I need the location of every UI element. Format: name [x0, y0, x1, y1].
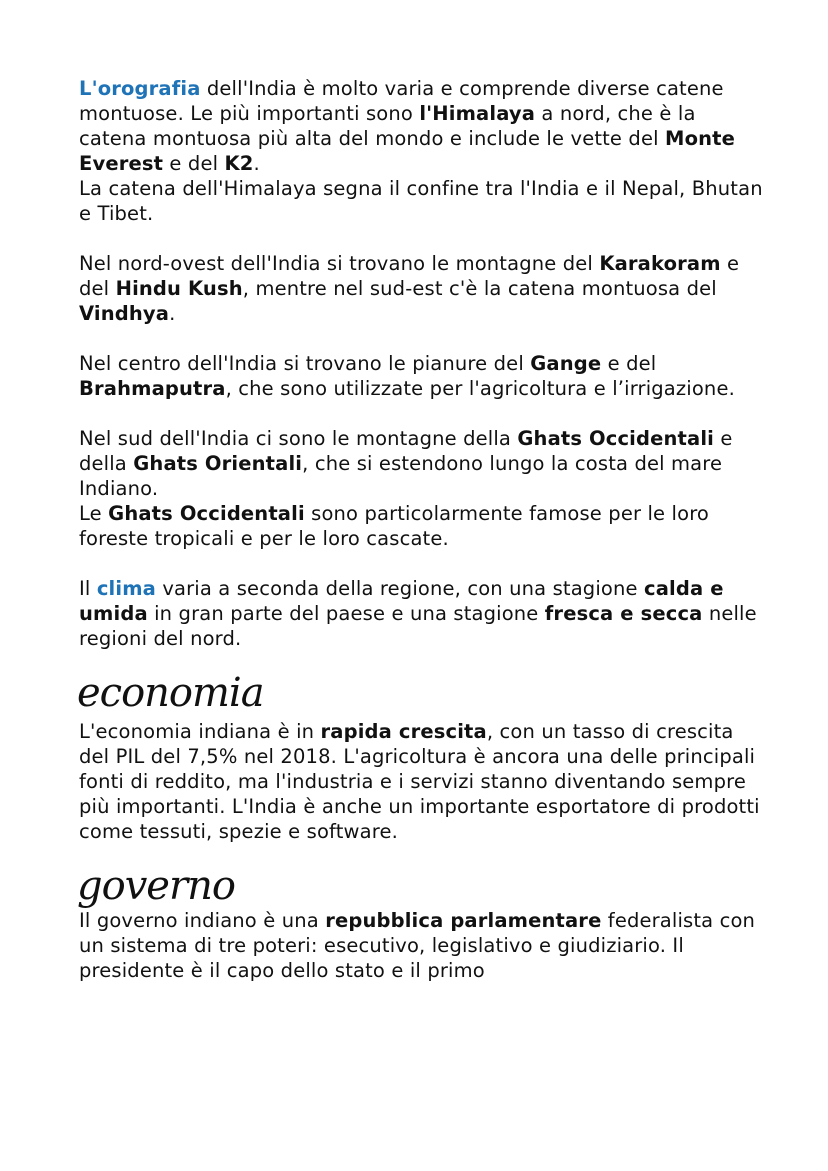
text-span: e del — [79, 252, 740, 300]
paragraph-sud — [79, 426, 769, 501]
text-span: e del — [601, 352, 657, 375]
text-span: Le — [79, 502, 109, 525]
text-span: , che si estendono lungo la costa del mare Indiano. — [79, 452, 723, 500]
keyword-clima: clima — [96, 577, 156, 600]
bold-hindu-kush: Hindu Kush — [115, 277, 243, 300]
text-span: a nord, che è la catena montuosa più alta del mondo e include le vette del — [79, 102, 696, 150]
paragraph-centro — [79, 351, 769, 401]
paragraph-clima — [79, 576, 769, 651]
heading-governo: governo — [77, 863, 235, 909]
text-span: Nel sud dell'India ci sono le montagne della — [79, 427, 518, 450]
text-span: Nel centro dell'India si trovano le pianure del — [79, 352, 531, 375]
bold-calda-umida: calda e umida — [79, 577, 724, 625]
paragraph-nord-ovest — [79, 251, 769, 326]
text-span: Nel nord-ovest dell'India si trovano le montagne del — [79, 252, 600, 275]
bold-rapida-crescita: rapida crescita — [320, 720, 487, 743]
text-span: sono particolarmente famose per le loro foreste tropicali e per le loro cascate. — [79, 502, 710, 550]
text-span: federalista con un sistema di tre poteri: esecutivo, legislativo e giudiziario. Il presidente è il capo dello stato e il primo — [79, 909, 756, 982]
keyword-orografia: L'orografia — [79, 77, 201, 100]
text-span: Il — [79, 577, 97, 600]
text-span: . — [169, 302, 176, 325]
paragraph-himalaya-confine — [79, 176, 769, 226]
text-span: , mentre nel sud-est c'è la catena montuosa del — [242, 277, 717, 300]
text-span: . — [253, 152, 260, 175]
text-span: , con un tasso di crescita del PIL del 7,5% nel 2018. L'agricoltura è ancora una delle principali fonti di reddito, ma l'industria e i servizi stanno diventando sempre più importanti. L'India è anche un importante esportatore di prodotti come tessuti, spezie e software. — [79, 720, 760, 843]
text-span: L'economia indiana è in — [79, 720, 321, 743]
text-span: in gran parte del paese e una stagione — [147, 602, 545, 625]
bold-brahmaputra: Brahmaputra — [79, 377, 226, 400]
text-span: , che sono utilizzate per l'agricoltura e l’irrigazione. — [225, 377, 735, 400]
bold-k2: K2 — [224, 152, 254, 175]
bold-fresca-secca: fresca e secca — [544, 602, 703, 625]
text-span: varia a seconda della regione, con una stagione — [155, 577, 644, 600]
paragraph-economia — [79, 719, 769, 844]
paragraph-orografia — [79, 76, 769, 176]
text-span: La catena dell'Himalaya segna il confine tra l'India e il Nepal, Bhutan e Tibet. — [79, 177, 763, 225]
bold-repubblica-parlamentare: repubblica parlamentare — [325, 909, 602, 932]
text-span: Il governo indiano è una — [79, 909, 326, 932]
paragraph-governo — [79, 908, 769, 983]
bold-monte-everest: Monte Everest — [79, 127, 736, 175]
bold-ghats-occidentali-2: Ghats Occidentali — [108, 502, 305, 525]
bold-karakoram: Karakoram — [599, 252, 721, 275]
paragraph-ghats-famose — [79, 501, 769, 551]
document-page — [79, 76, 769, 983]
bold-vindhya: Vindhya — [79, 302, 170, 325]
bold-ghats-orientali: Ghats Orientali — [133, 452, 303, 475]
bold-gange: Gange — [530, 352, 602, 375]
bold-himalaya: l'Himalaya — [419, 102, 536, 125]
text-span: e della — [79, 427, 733, 475]
heading-economia: economia — [77, 670, 264, 716]
bold-ghats-occidentali: Ghats Occidentali — [517, 427, 714, 450]
text-span: e del — [163, 152, 225, 175]
text-span: nelle regioni del nord. — [79, 602, 757, 650]
text-span: dell'India è molto varia e comprende diverse catene montuose. Le più importanti sono — [79, 77, 724, 125]
